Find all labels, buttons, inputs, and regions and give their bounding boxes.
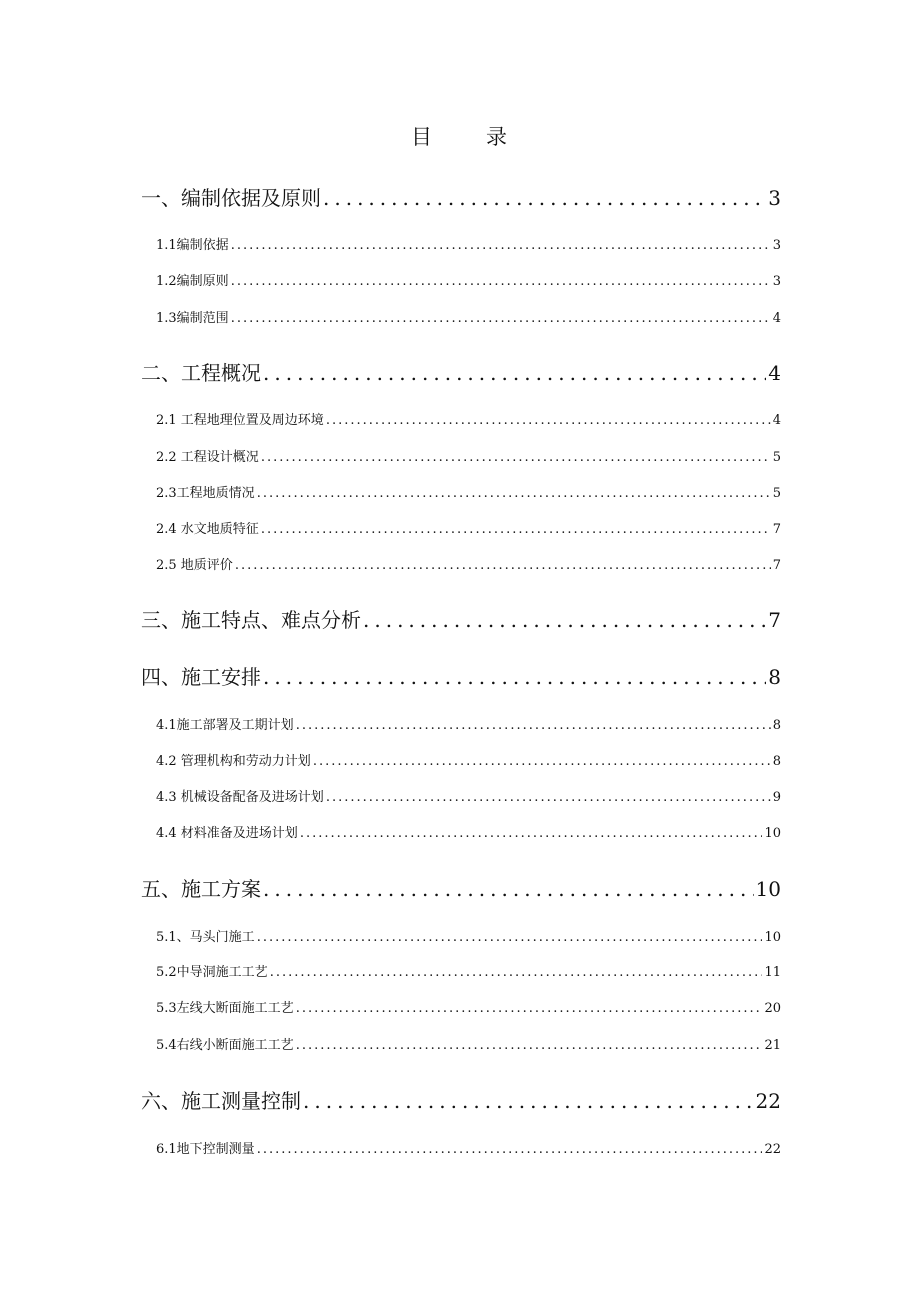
toc-section-entry[interactable] (156, 714, 781, 733)
toc-section-entry[interactable] (156, 926, 781, 945)
toc-entry-page-number: 10 (755, 877, 781, 901)
toc-leader-dots (326, 790, 771, 805)
toc-entry-page-number: 5 (772, 450, 781, 465)
toc-section-entry[interactable] (156, 307, 781, 326)
toc-entry-page-number: 9 (772, 790, 781, 805)
toc-section-entry[interactable] (156, 270, 781, 289)
toc-entry-page-number: 5 (772, 486, 781, 501)
toc-leader-dots (261, 522, 771, 537)
toc-leader-dots (263, 665, 766, 689)
toc-leader-dots (261, 450, 771, 465)
toc-entry-page-number: 8 (772, 754, 781, 769)
toc-chapter-entry[interactable] (141, 357, 781, 386)
toc-entry-label: 5.1、马头门施工 (156, 930, 255, 945)
toc-entry-page-number: 10 (764, 826, 781, 841)
toc-leader-dots (363, 608, 766, 632)
toc-entry-label: 五、施工方案 (141, 877, 261, 901)
toc-entry-page-number: 8 (768, 665, 781, 689)
toc-entry-label: 6.1地下控制测量 (156, 1142, 255, 1157)
toc-leader-dots (270, 965, 763, 980)
toc-chapter-entry[interactable] (141, 661, 781, 690)
toc-chapter-entry[interactable] (141, 1085, 781, 1114)
toc-entry-label: 5.3左线大断面施工工艺 (156, 1001, 294, 1016)
toc-entry-page-number: 3 (768, 186, 781, 210)
toc-leader-dots (257, 1142, 763, 1157)
toc-leader-dots (263, 877, 754, 901)
toc-leader-dots (257, 486, 771, 501)
toc-entry-label: 2.4 水文地质特征 (156, 522, 259, 537)
toc-leader-dots (231, 274, 771, 289)
toc-leader-dots (303, 1089, 754, 1113)
toc-leader-dots (313, 754, 771, 769)
toc-leader-dots (323, 186, 766, 210)
toc-entry-page-number: 20 (764, 1001, 781, 1016)
toc-entry-label: 2.3工程地质情况 (156, 486, 255, 501)
toc-chapter-entry[interactable] (141, 604, 781, 633)
toc-entry-label: 1.2编制原则 (156, 274, 229, 289)
toc-entry-page-number: 4 (772, 413, 781, 428)
toc-chapter-entry[interactable] (141, 873, 781, 902)
toc-entry-page-number: 4 (768, 361, 781, 385)
toc-entry-label: 三、施工特点、难点分析 (141, 608, 361, 632)
toc-section-entry[interactable] (156, 554, 781, 573)
toc-section-entry[interactable] (156, 409, 781, 428)
toc-section-entry[interactable] (156, 997, 781, 1016)
toc-section-entry[interactable] (156, 822, 781, 841)
toc-leader-dots (231, 311, 771, 326)
toc-leader-dots (296, 1038, 763, 1053)
toc-section-entry[interactable] (156, 1138, 781, 1157)
toc-leader-dots (263, 361, 766, 385)
toc-entry-page-number: 22 (764, 1142, 781, 1157)
toc-entry-page-number: 21 (764, 1038, 781, 1053)
toc-entry-label: 4.1施工部署及工期计划 (156, 718, 294, 733)
toc-entry-page-number: 8 (772, 718, 781, 733)
toc-entry-label: 2.2 工程设计概况 (156, 450, 259, 465)
toc-entry-label: 4.3 机械设备配备及进场计划 (156, 790, 324, 805)
toc-section-entry[interactable] (156, 234, 781, 253)
toc-chapter-entry[interactable] (141, 182, 781, 211)
toc-section-entry[interactable] (156, 446, 781, 465)
toc-entry-label: 1.1编制依据 (156, 238, 229, 253)
toc-entry-label: 2.5 地质评价 (156, 558, 233, 573)
toc-leader-dots (300, 826, 763, 841)
toc-leader-dots (296, 1001, 763, 1016)
toc-entry-page-number: 3 (772, 274, 781, 289)
toc-entry-label: 5.2中导洞施工工艺 (156, 965, 268, 980)
toc-entry-label: 4.4 材料准备及进场计划 (156, 826, 298, 841)
toc-section-entry[interactable] (156, 786, 781, 805)
toc-section-entry[interactable] (156, 1034, 781, 1053)
toc-entry-page-number: 22 (755, 1089, 781, 1113)
toc-leader-dots (326, 413, 771, 428)
toc-entry-label: 5.4右线小断面施工工艺 (156, 1038, 294, 1053)
toc-entry-label: 一、编制依据及原则 (141, 186, 321, 210)
toc-leader-dots (231, 238, 771, 253)
toc-entry-label: 二、工程概况 (141, 361, 261, 385)
toc-entry-label: 4.2 管理机构和劳动力计划 (156, 754, 311, 769)
toc-section-entry[interactable] (156, 518, 781, 537)
toc-entry-page-number: 7 (772, 558, 781, 573)
toc-entry-label: 1.3编制范围 (156, 311, 229, 326)
toc-entry-page-number: 4 (772, 311, 781, 326)
toc-leader-dots (235, 558, 771, 573)
toc-entry-page-number: 3 (772, 238, 781, 253)
toc-entry-label: 2.1 工程地理位置及周边环境 (156, 413, 324, 428)
toc-entry-page-number: 7 (768, 608, 781, 632)
toc-entry-page-number: 7 (772, 522, 781, 537)
toc-entry-label: 六、施工测量控制 (141, 1089, 301, 1113)
toc-entry-page-number: 10 (764, 930, 781, 945)
toc-section-entry[interactable] (156, 750, 781, 769)
toc-entry-label: 四、施工安排 (141, 665, 261, 689)
toc-section-entry[interactable] (156, 961, 781, 980)
toc-title: 目 录 (410, 125, 510, 149)
toc-leader-dots (296, 718, 771, 733)
toc-section-entry[interactable] (156, 482, 781, 501)
toc-entry-page-number: 11 (764, 965, 781, 980)
toc-leader-dots (257, 930, 763, 945)
